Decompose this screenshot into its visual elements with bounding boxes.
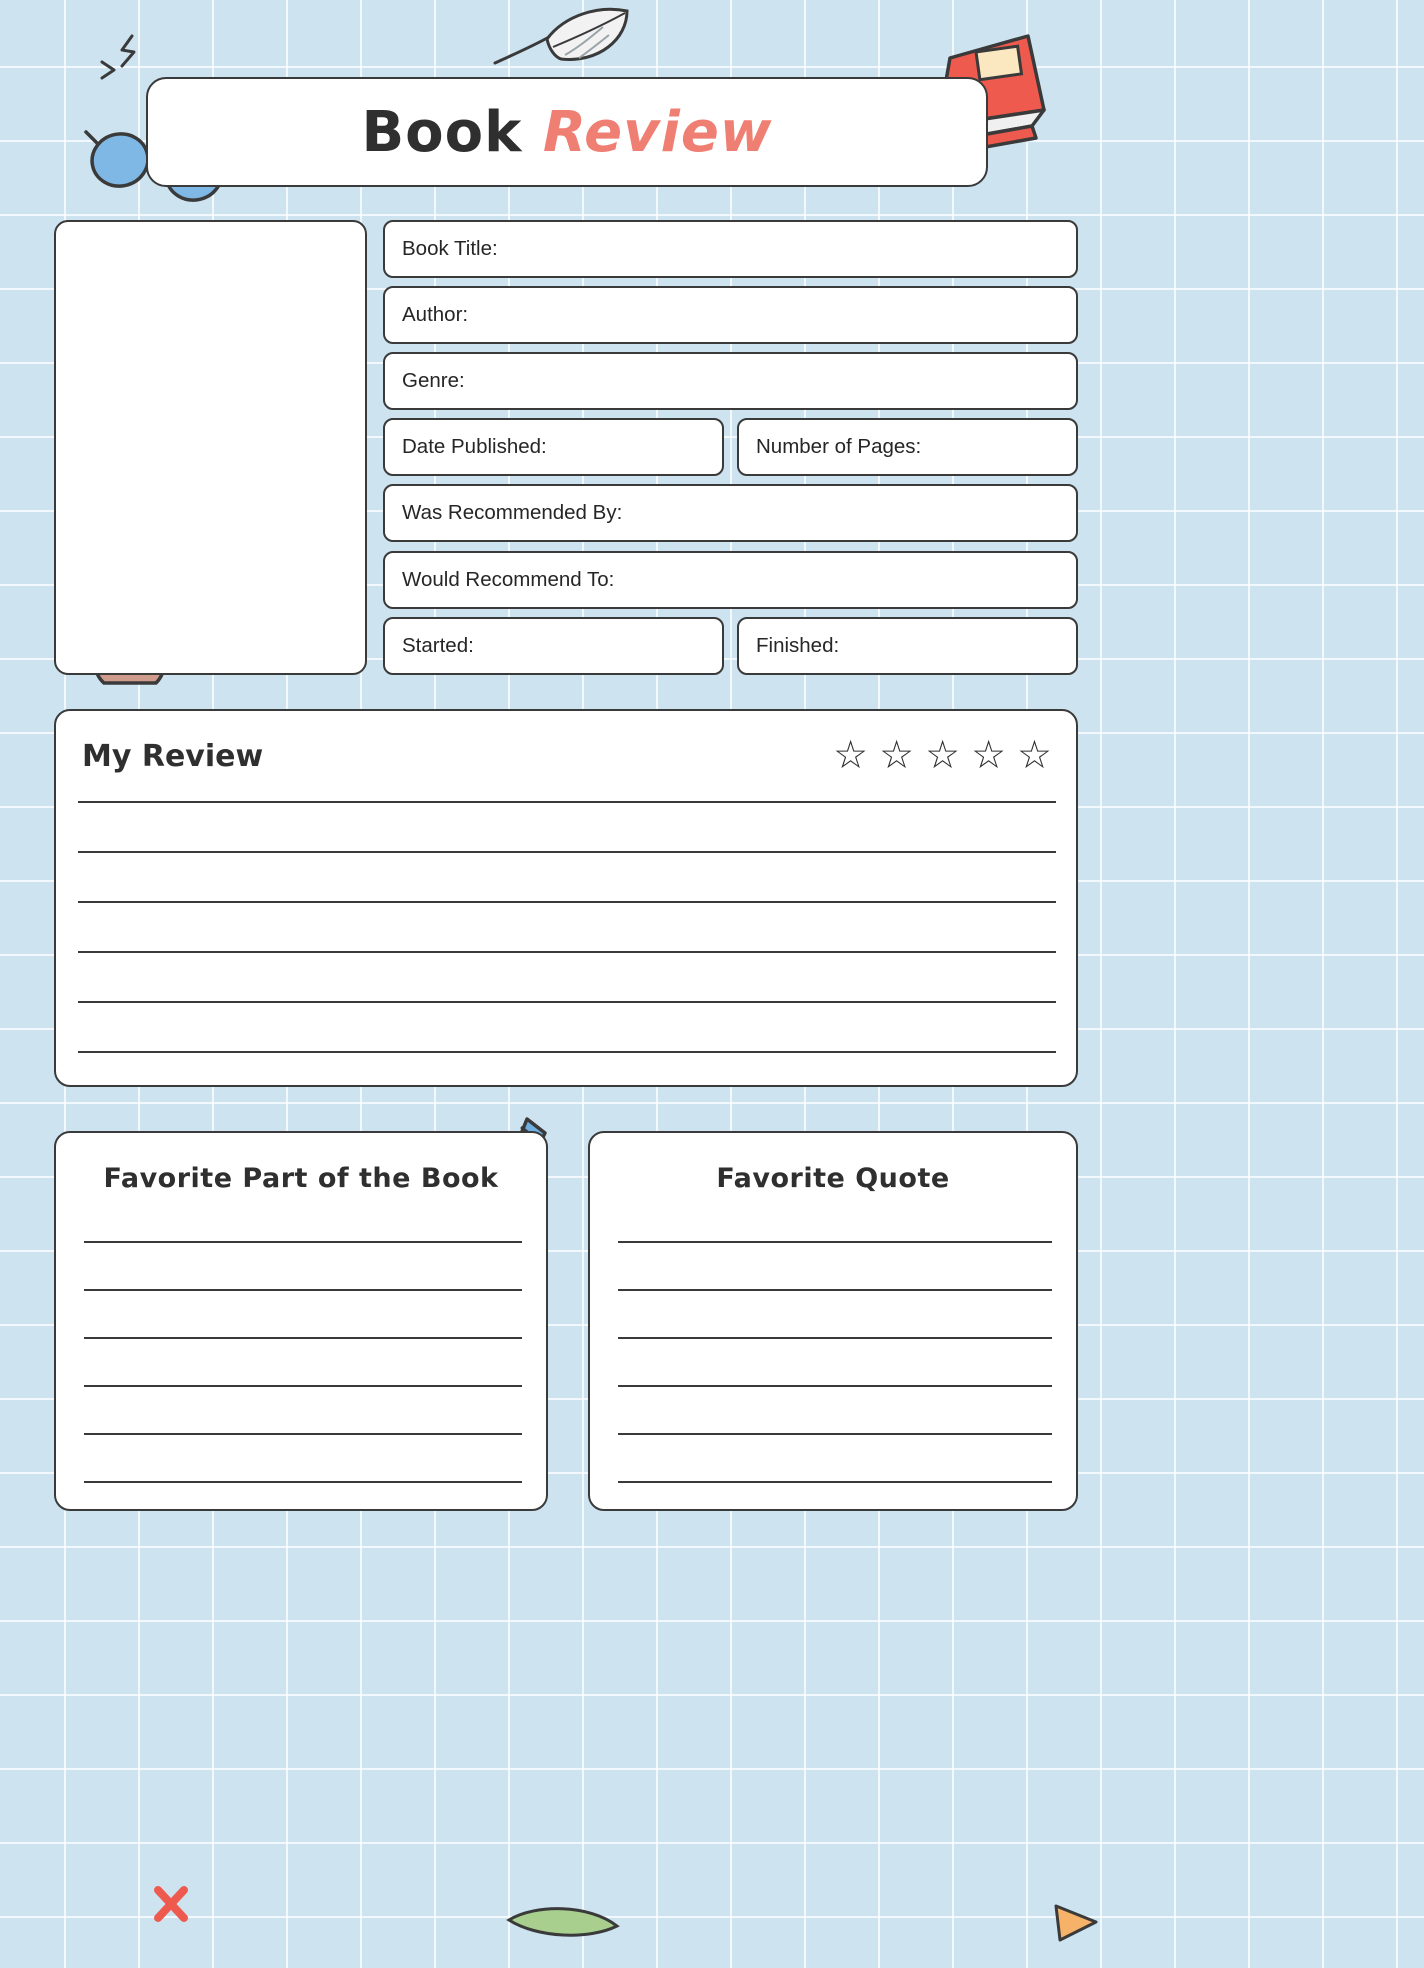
- field-label: Number of Pages:: [756, 435, 922, 458]
- field-started[interactable]: [383, 617, 724, 675]
- field-number-of-pages[interactable]: [737, 418, 1078, 476]
- star-icon-5[interactable]: ☆: [1017, 734, 1052, 777]
- field-label: Genre:: [402, 369, 465, 392]
- favorite-part-write-line[interactable]: [84, 1433, 522, 1435]
- field-label: Book Title:: [402, 237, 498, 260]
- cross-icon: [150, 1880, 194, 1933]
- favorite-quote-write-line[interactable]: [618, 1289, 1052, 1291]
- favorite-part-section: [54, 1131, 548, 1511]
- my-review-heading: My Review: [82, 739, 264, 774]
- favorite-part-heading: Favorite Part of the Book: [103, 1163, 499, 1194]
- review-write-line[interactable]: [78, 1001, 1056, 1003]
- book-cover-placeholder[interactable]: [54, 220, 367, 675]
- favorite-quote-write-line[interactable]: [618, 1433, 1052, 1435]
- favorite-part-write-line[interactable]: [84, 1241, 522, 1243]
- review-write-line[interactable]: [78, 851, 1056, 853]
- star-icon-1[interactable]: ☆: [833, 734, 869, 777]
- star-icon-3[interactable]: ☆: [925, 734, 961, 777]
- favorite-quote-write-line[interactable]: [618, 1385, 1052, 1387]
- leaf-icon: [505, 1900, 625, 1951]
- squiggle-icon: [92, 32, 152, 92]
- page-title-second-word: Review: [542, 99, 773, 165]
- review-write-line[interactable]: [78, 901, 1056, 903]
- review-write-line[interactable]: [78, 801, 1056, 803]
- field-finished[interactable]: [737, 617, 1078, 675]
- review-write-line[interactable]: [78, 1051, 1056, 1053]
- favorite-part-write-line[interactable]: [84, 1385, 522, 1387]
- field-genre[interactable]: [383, 352, 1078, 410]
- star-rating[interactable]: [833, 736, 1052, 775]
- star-icon-4[interactable]: ☆: [971, 734, 1007, 777]
- page-title-banner: [146, 77, 988, 187]
- star-icon-2[interactable]: ☆: [879, 734, 915, 777]
- page-title: [361, 100, 772, 165]
- favorite-quote-write-line[interactable]: [618, 1481, 1052, 1483]
- triangle-icon: [1050, 1900, 1104, 1953]
- favorite-quote-heading: Favorite Quote: [716, 1163, 950, 1194]
- field-label: Date Published:: [402, 435, 547, 458]
- field-label: Was Recommended By:: [402, 501, 623, 524]
- field-label: Would Recommend To:: [402, 568, 615, 591]
- field-label: Finished:: [756, 634, 840, 657]
- field-date-published[interactable]: [383, 418, 724, 476]
- favorite-quote-write-line[interactable]: [618, 1337, 1052, 1339]
- favorite-part-write-line[interactable]: [84, 1481, 522, 1483]
- feather-icon: [487, 5, 637, 80]
- field-label: Started:: [402, 634, 474, 657]
- my-review-section: [54, 709, 1078, 1087]
- favorite-quote-write-line[interactable]: [618, 1241, 1052, 1243]
- field-would-recommend-to[interactable]: [383, 551, 1078, 609]
- favorite-part-write-line[interactable]: [84, 1289, 522, 1291]
- field-was-recommended-by[interactable]: [383, 484, 1078, 542]
- field-book-title[interactable]: [383, 220, 1078, 278]
- review-write-line[interactable]: [78, 951, 1056, 953]
- favorite-quote-section: [588, 1131, 1078, 1511]
- field-author[interactable]: [383, 286, 1078, 344]
- page-title-first-word: Book: [361, 99, 523, 165]
- favorite-part-write-line[interactable]: [84, 1337, 522, 1339]
- field-label: Author:: [402, 303, 469, 326]
